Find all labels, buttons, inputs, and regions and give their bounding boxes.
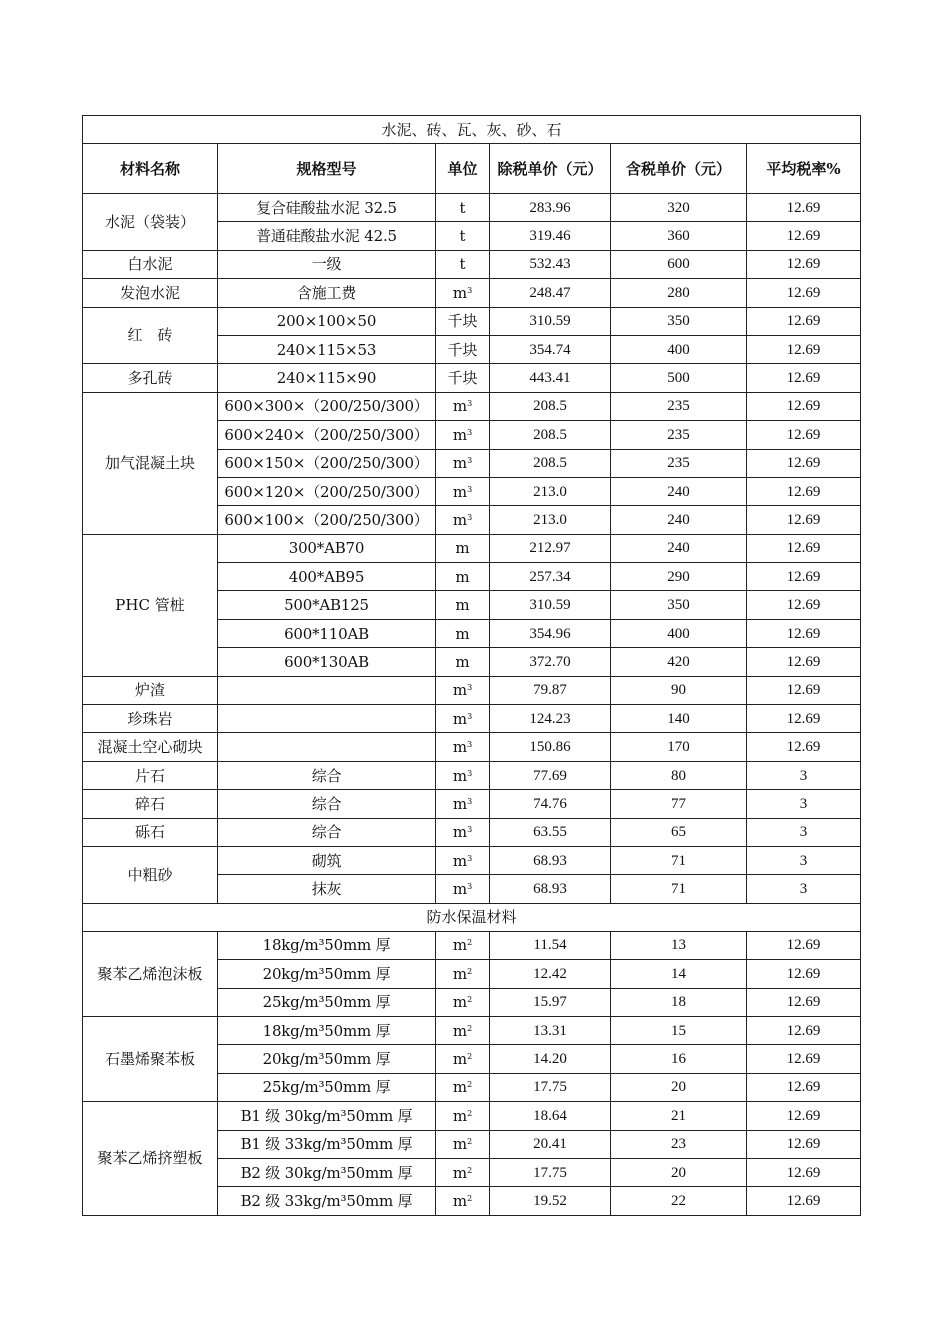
tax-rate-cell: 12.69 [747,1130,861,1158]
price-excl-tax-cell: 17.75 [490,1158,611,1186]
spec-cell: 20kg/m³50mm 厚 [218,960,436,988]
tax-rate-cell: 12.69 [747,705,861,733]
unit-cell: $m^2$ [436,960,490,988]
tax-rate-cell: 12.69 [747,421,861,449]
tax-rate-cell: 12.69 [747,676,861,704]
spec-cell: 综合 [218,761,436,789]
table-body [83,116,861,1216]
price-excl-tax-cell: 12.42 [490,960,611,988]
price-incl-tax-cell: 90 [611,676,747,704]
price-incl-tax-cell: 400 [611,619,747,647]
table-row [83,733,861,761]
price-excl-tax-cell: 213.0 [490,506,611,534]
column-header: 含税单价（元） [611,144,747,194]
price-excl-tax-cell: 124.23 [490,705,611,733]
material-name-cell: 白水泥 [83,250,218,278]
price-excl-tax-cell: 18.64 [490,1102,611,1130]
price-incl-tax-cell: 350 [611,591,747,619]
tax-rate-cell: 12.69 [747,1102,861,1130]
unit-cell: $m^3$ [436,733,490,761]
price-excl-tax-cell: 11.54 [490,931,611,959]
price-excl-tax-cell: 310.59 [490,591,611,619]
spec-cell: 400*AB95 [218,563,436,591]
spec-cell: 25kg/m³50mm 厚 [218,988,436,1016]
spec-cell: 综合 [218,790,436,818]
material-name-cell: 发泡水泥 [83,279,218,307]
unit-cell: $m^2$ [436,988,490,1016]
price-incl-tax-cell: 350 [611,307,747,335]
material-name-cell: 红 砖 [83,307,218,364]
spec-cell: 600*110AB [218,619,436,647]
table-row [83,790,861,818]
table-row [83,1102,861,1130]
spec-cell: 500*AB125 [218,591,436,619]
price-incl-tax-cell: 18 [611,988,747,1016]
price-excl-tax-cell: 257.34 [490,563,611,591]
price-excl-tax-cell: 283.96 [490,194,611,222]
price-incl-tax-cell: 16 [611,1045,747,1073]
material-name-cell: 炉渣 [83,676,218,704]
section-title: 水泥、砖、瓦、灰、砂、石 [83,116,861,144]
section-title: 防水保温材料 [83,903,861,931]
unit-cell: $m^3$ [436,846,490,874]
price-excl-tax-cell: 248.47 [490,279,611,307]
unit-cell: $m^2$ [436,1158,490,1186]
price-incl-tax-cell: 240 [611,506,747,534]
tax-rate-cell: 12.69 [747,733,861,761]
spec-cell: 含施工费 [218,279,436,307]
price-incl-tax-cell: 170 [611,733,747,761]
table-row [83,392,861,420]
price-incl-tax-cell: 360 [611,222,747,250]
tax-rate-cell: 12.69 [747,392,861,420]
price-incl-tax-cell: 235 [611,449,747,477]
unit-cell: $m^2$ [436,1130,490,1158]
price-excl-tax-cell: 354.96 [490,619,611,647]
table-row [83,931,861,959]
price-incl-tax-cell: 14 [611,960,747,988]
column-header: 材料名称 [83,144,218,194]
unit-cell: $m^3$ [436,761,490,789]
price-excl-tax-cell: 74.76 [490,790,611,818]
price-excl-tax-cell: 354.74 [490,335,611,363]
price-excl-tax-cell: 208.5 [490,421,611,449]
spec-cell: 20kg/m³50mm 厚 [218,1045,436,1073]
spec-cell: B1 级 33kg/m³50mm 厚 [218,1130,436,1158]
spec-cell: 600*130AB [218,648,436,676]
material-name-cell: 水泥（袋装） [83,194,218,251]
unit-cell: 千块 [436,307,490,335]
price-incl-tax-cell: 500 [611,364,747,392]
table-row [83,818,861,846]
tax-rate-cell: 12.69 [747,250,861,278]
price-incl-tax-cell: 71 [611,875,747,903]
spec-cell: 600×300×（200/250/300） [218,392,436,420]
price-excl-tax-cell: 150.86 [490,733,611,761]
column-header: 除税单价（元） [490,144,611,194]
material-name-cell: 中粗砂 [83,846,218,903]
table-row [83,307,861,335]
spec-cell [218,705,436,733]
price-excl-tax-cell: 372.70 [490,648,611,676]
spec-cell [218,676,436,704]
table-row [83,194,861,222]
tax-rate-cell: 12.69 [747,194,861,222]
price-incl-tax-cell: 235 [611,392,747,420]
unit-cell: $m^3$ [436,875,490,903]
spec-cell: 300*AB70 [218,534,436,562]
section-title-row [83,116,861,144]
tax-rate-cell: 3 [747,846,861,874]
price-incl-tax-cell: 235 [611,421,747,449]
column-header: 平均税率% [747,144,861,194]
tax-rate-cell: 12.69 [747,591,861,619]
tax-rate-cell: 12.69 [747,1045,861,1073]
material-name-cell: PHC 管桩 [83,534,218,676]
tax-rate-cell: 12.69 [747,1187,861,1215]
price-excl-tax-cell: 319.46 [490,222,611,250]
unit-cell: $m^3$ [436,818,490,846]
spec-cell: B2 级 30kg/m³50mm 厚 [218,1158,436,1186]
unit-cell: $m^3$ [436,477,490,505]
table-row [83,364,861,392]
price-excl-tax-cell: 14.20 [490,1045,611,1073]
price-excl-tax-cell: 310.59 [490,307,611,335]
price-excl-tax-cell: 443.41 [490,364,611,392]
column-header: 规格型号 [218,144,436,194]
spec-cell: 25kg/m³50mm 厚 [218,1073,436,1101]
price-incl-tax-cell: 290 [611,563,747,591]
unit-cell: $m^3$ [436,506,490,534]
spec-cell: 600×150×（200/250/300） [218,449,436,477]
price-excl-tax-cell: 208.5 [490,449,611,477]
unit-cell: $m^3$ [436,421,490,449]
price-excl-tax-cell: 212.97 [490,534,611,562]
unit-cell: $m^2$ [436,1045,490,1073]
price-excl-tax-cell: 213.0 [490,477,611,505]
spec-cell: 砌筑 [218,846,436,874]
spec-cell: 600×240×（200/250/300） [218,421,436,449]
tax-rate-cell: 12.69 [747,648,861,676]
unit-cell: t [436,194,490,222]
unit-cell: 千块 [436,364,490,392]
price-excl-tax-cell: 77.69 [490,761,611,789]
unit-cell: $m^3$ [436,705,490,733]
spec-cell: 18kg/m³50mm 厚 [218,931,436,959]
spec-cell: 综合 [218,818,436,846]
material-name-cell: 混凝土空心砌块 [83,733,218,761]
tax-rate-cell: 3 [747,875,861,903]
material-name-cell: 多孔砖 [83,364,218,392]
material-name-cell: 加气混凝土块 [83,392,218,534]
price-incl-tax-cell: 20 [611,1073,747,1101]
tax-rate-cell: 12.69 [747,960,861,988]
spec-cell: 200×100×50 [218,307,436,335]
price-excl-tax-cell: 68.93 [490,875,611,903]
table-row [83,846,861,874]
price-excl-tax-cell: 15.97 [490,988,611,1016]
unit-cell: $m^3$ [436,449,490,477]
unit-cell: $m^2$ [436,1187,490,1215]
tax-rate-cell: 12.69 [747,364,861,392]
price-incl-tax-cell: 320 [611,194,747,222]
table-row [83,279,861,307]
price-incl-tax-cell: 600 [611,250,747,278]
price-excl-tax-cell: 63.55 [490,818,611,846]
price-excl-tax-cell: 19.52 [490,1187,611,1215]
price-incl-tax-cell: 65 [611,818,747,846]
price-excl-tax-cell: 68.93 [490,846,611,874]
spec-cell: 600×120×（200/250/300） [218,477,436,505]
spec-cell: 600×100×（200/250/300） [218,506,436,534]
unit-cell: $m^2$ [436,1016,490,1044]
unit-cell: m [436,619,490,647]
price-incl-tax-cell: 71 [611,846,747,874]
price-incl-tax-cell: 77 [611,790,747,818]
spec-cell: 240×115×53 [218,335,436,363]
price-incl-tax-cell: 21 [611,1102,747,1130]
price-incl-tax-cell: 240 [611,477,747,505]
tax-rate-cell: 12.69 [747,988,861,1016]
tax-rate-cell: 12.69 [747,1158,861,1186]
price-incl-tax-cell: 80 [611,761,747,789]
price-incl-tax-cell: 22 [611,1187,747,1215]
material-name-cell: 片石 [83,761,218,789]
material-name-cell: 砾石 [83,818,218,846]
unit-cell: $m^3$ [436,279,490,307]
price-incl-tax-cell: 400 [611,335,747,363]
material-name-cell: 聚苯乙烯挤塑板 [83,1102,218,1216]
tax-rate-cell: 12.69 [747,1016,861,1044]
unit-cell: m [436,563,490,591]
tax-rate-cell: 12.69 [747,477,861,505]
price-excl-tax-cell: 20.41 [490,1130,611,1158]
table-row [83,534,861,562]
column-header: 单位 [436,144,490,194]
spec-cell: 抹灰 [218,875,436,903]
unit-cell: $m^2$ [436,1102,490,1130]
material-name-cell: 石墨烯聚苯板 [83,1016,218,1101]
price-incl-tax-cell: 420 [611,648,747,676]
spec-cell: 一级 [218,250,436,278]
table-row [83,1016,861,1044]
spec-cell: 普通硅酸盐水泥 42.5 [218,222,436,250]
price-incl-tax-cell: 240 [611,534,747,562]
price-incl-tax-cell: 23 [611,1130,747,1158]
unit-cell: $m^2$ [436,931,490,959]
unit-cell: $m^3$ [436,676,490,704]
tax-rate-cell: 12.69 [747,563,861,591]
tax-rate-cell: 12.69 [747,506,861,534]
tax-rate-cell: 12.69 [747,619,861,647]
tax-rate-cell: 12.69 [747,931,861,959]
unit-cell: $m^3$ [436,790,490,818]
tax-rate-cell: 12.69 [747,534,861,562]
material-name-cell: 珍珠岩 [83,705,218,733]
tax-rate-cell: 3 [747,761,861,789]
table-row [83,250,861,278]
unit-cell: $m^3$ [436,392,490,420]
spec-cell [218,733,436,761]
tax-rate-cell: 12.69 [747,449,861,477]
spec-cell: 复合硅酸盐水泥 32.5 [218,194,436,222]
header-row [83,144,861,194]
unit-cell: t [436,250,490,278]
price-incl-tax-cell: 13 [611,931,747,959]
price-incl-tax-cell: 280 [611,279,747,307]
spec-cell: 18kg/m³50mm 厚 [218,1016,436,1044]
price-incl-tax-cell: 140 [611,705,747,733]
tax-rate-cell: 12.69 [747,1073,861,1101]
price-incl-tax-cell: 15 [611,1016,747,1044]
unit-cell: m [436,534,490,562]
tax-rate-cell: 12.69 [747,279,861,307]
unit-cell: m [436,591,490,619]
unit-cell: m [436,648,490,676]
table-row [83,761,861,789]
price-excl-tax-cell: 532.43 [490,250,611,278]
spec-cell: 240×115×90 [218,364,436,392]
tax-rate-cell: 12.69 [747,335,861,363]
spec-cell: B1 级 30kg/m³50mm 厚 [218,1102,436,1130]
price-excl-tax-cell: 79.87 [490,676,611,704]
price-excl-tax-cell: 208.5 [490,392,611,420]
tax-rate-cell: 12.69 [747,222,861,250]
materials-price-table [82,115,861,1216]
table-row [83,705,861,733]
tax-rate-cell: 12.69 [747,307,861,335]
tax-rate-cell: 3 [747,790,861,818]
price-incl-tax-cell: 20 [611,1158,747,1186]
unit-cell: $m^2$ [436,1073,490,1101]
tax-rate-cell: 3 [747,818,861,846]
unit-cell: 千块 [436,335,490,363]
section-title-row [83,903,861,931]
spec-cell: B2 级 33kg/m³50mm 厚 [218,1187,436,1215]
unit-cell: t [436,222,490,250]
price-excl-tax-cell: 13.31 [490,1016,611,1044]
material-name-cell: 碎石 [83,790,218,818]
material-name-cell: 聚苯乙烯泡沫板 [83,931,218,1016]
table-row [83,676,861,704]
price-excl-tax-cell: 17.75 [490,1073,611,1101]
